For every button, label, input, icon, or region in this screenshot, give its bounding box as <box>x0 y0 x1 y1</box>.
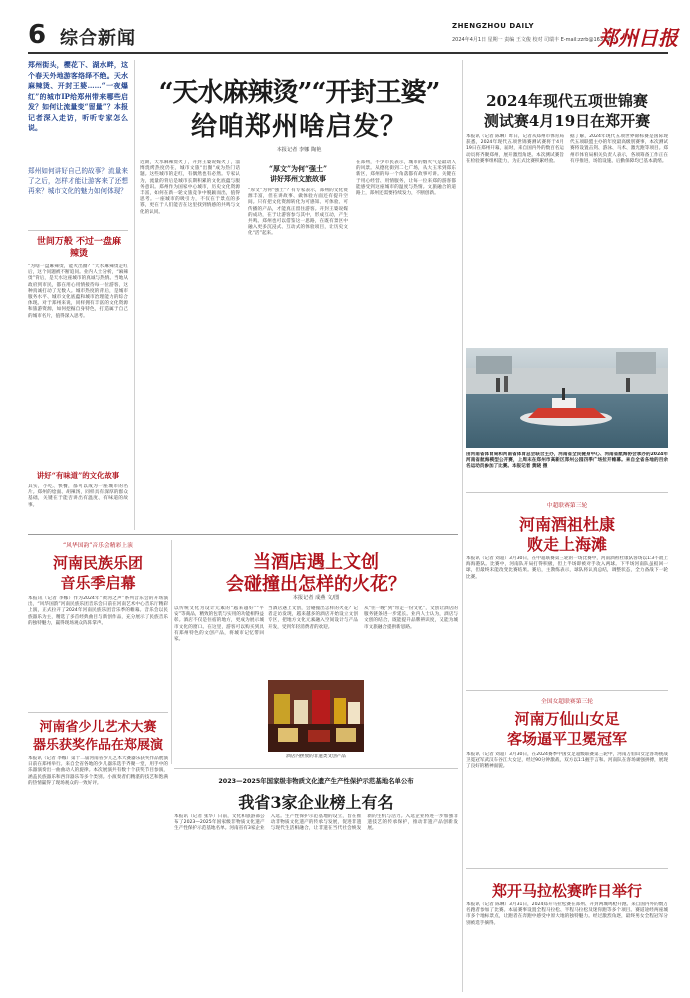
main-column-1: 近期，天水麻辣烫火了，开封王婆说媒火了，淄博烧烤热度仍在，城市文旅“出圈”成为热门话题。这些城市的走红，有偶然也有必然。专家认为，流量的背后是城市长期积累的文化底蕴与服务意识。郑州作为国家中心城市，历史文化资源丰富，如何在新一轮文旅竞争中脱颖而出，值得思考。一座城市的吸引力，不仅在于景点的多寡，更在于人们能否在这里找到情感的共鸣与文化的认同。 <box>140 160 240 215</box>
header-rule <box>28 52 668 54</box>
section-rule <box>28 534 458 535</box>
divider <box>466 690 668 691</box>
marathon-headline: 郑开马拉松赛昨日举行 <box>491 882 642 900</box>
exhibit-body-3: 从“住一晚”到“带走一份文化”，文创让酒店的服务链条进一步延长。业内人士认为，酒店与文创的结合，既能提升品牌辨识度，又能为城市文旅融合提供新思路。 <box>364 606 458 630</box>
divider <box>466 492 668 493</box>
column-divider <box>134 60 135 530</box>
left-body-2: 其实，小吃、快餐，都可以成为一座城市的名片。郑州的烩面、胡辣汤，同样具有深厚的群众基础，关键在于能否讲出有温度、有味道的故事。 <box>28 484 128 508</box>
pentathlon-body-1: 本报讯（记者 陈琳）昨日，记者从郑州市体育局获悉，2024年现代五项世锦赛测试赛将于4月19日在郑州开幕，届时，来自国内外的数百名运动员将齐聚郑州，展开激烈角逐。本次测试赛旨在检验赛事组织能力，为正式比赛积累经验。 <box>466 134 564 164</box>
left-subhead-2: 讲好“有味道”的文化故事 <box>36 471 120 480</box>
exhibit-byline: 本报记者 成燕 文/图 <box>292 595 340 601</box>
main-byline: 本报记者 李娜 陶艳 <box>276 147 322 153</box>
left-intro: 郑州街头，樱花下、湖水畔，这个春天外地游客络绎不绝。天水麻辣烫、开封王婆……“一夜爆红”的城市IP给郑州带来哪些启发？如何让流量变“留量”？本报记者深入走访，听听专家怎么说。 <box>28 60 128 132</box>
main-subtitle-1: “厚文”为何“强土” <box>268 164 328 173</box>
wansheng-tag: 全国女超联赛第三轮 <box>540 699 594 705</box>
wansheng-body: 本报讯（记者 刘超）3月30日，在2024赛季中国女足超级联赛第三轮中，河南万仙山女足客场挑战卫冕冠军武汉车谷江大女足，经过90分钟激战，双方以1∶1握手言和。河南队在客场顽强拼搏，展现了良好的精神面貌。 <box>466 752 668 770</box>
exhibit-body-2: 当酒店遇上文创，会碰撞出怎样的火花？记者走访发现，越来越多的酒店开始设立文创专区，把地方文化元素融入空间设计与产品开发，受到年轻消费者的欢迎。 <box>268 606 358 630</box>
main-column-3: 在郑州，不少市民表示，城市的烟火气是最动人的风景。从德化街到二七广场，从大玉米到郑东新区，郑州的每一个角落都有故事可讲。关键在于用心经营、用情服务，让每一位来郑的游客都能感受到这座城市的温度与热情。文旅融合的道路上，郑州还需要持续发力，不断创新。 <box>356 160 456 197</box>
culture-headline-2: 音乐季启幕 <box>60 574 136 592</box>
exhibit-photo-caption: 酒店内摆放的非遗类文创产品 <box>286 754 346 759</box>
exhibit-body-1: 以传统文化为设计元素的“越来越好”“平安”等商品，精致的包装与实用的功能相得益彰。酒店不仅是住宿的地方，更成为展示城市文化的窗口。在这里，游客可以购买到具有郑州特色的文创产品，将城市记忆带回家。 <box>174 606 264 643</box>
photo-scene <box>268 680 364 752</box>
divider <box>28 230 128 231</box>
exhibit-headline-1: 当酒店遇上文创 <box>253 552 379 573</box>
wansheng-headline-1: 河南万仙山女足 <box>514 710 620 728</box>
issue-meta: 2024年4月1日 星期一 责编 王文俊 校对 司瑞丰 E-mail:zzrb@163.com <box>452 37 616 43</box>
marathon-body: 本报讯（记者 陈琳）3月31日，2024郑开马拉松赛在郑州、开封两城鸣枪开跑。来自国内外的数万名跑者参加了比赛。本届赛事设置全程马拉松、半程马拉松及迷你跑等多个项目。赛道途经两座城市多个地标景点，让跑者在奔跑中感受中原大地的独特魅力。经过激烈角逐，最终男女全程冠军分别被选手摘得。 <box>466 902 668 926</box>
divider <box>174 768 458 769</box>
main-column-2: “厚文”为何“强土”？有专家表示，郑州的文化资源丰富，但在讲故事、做体验方面还有提升空间。只有把文化资源转化为可感知、可体验、可传播的产品，才能真正留住游客。开封王婆说媒的成功，在于让游客参与其中，形成互动，产生共鸣。郑州也可以借鉴这一思路，在既有景区中融入更多沉浸式、互动式的体验项目，让历史文化“活”起来。 <box>248 188 348 237</box>
column-divider <box>171 540 172 764</box>
photo-caption: 由河南省体育局和河南省体育总会联合主办，河南省全民健身中心、河南省航海协会承办的2024年河南省航海模型公开赛，上周末在郑州市高新区郑州公园四季广场拉开帷幕。来自全省各地的百余名运动员参加了比赛。本报记者 黄晓 摄 <box>466 452 668 470</box>
drama-headline-2: 败走上海滩 <box>526 535 607 554</box>
cultural-products-photo <box>268 680 364 752</box>
exhibit-headline-2: 会碰撞出怎样的火花？ <box>226 574 406 595</box>
main-headline-2: 给咱郑州啥启发？ <box>190 112 407 142</box>
pentathlon-body-2: 据了解，2024年现代五项世界锦标赛是国际现代五项联盟主办的年度最高级别赛事，本次测试赛将设置击剑、游泳、马术、激光跑等项目。郑州市体育局相关负责人表示，各项筹备工作正在有序推进，场馆设施、后勤保障均已基本就绪。 <box>570 134 668 164</box>
youth-headline-2: 器乐获奖作品在郑展演 <box>32 738 163 753</box>
drama-body: 本报讯（记者 刘超）3月30日，在中超联赛第三轮的一场比赛中，河南酒祖杜康队客场以1∶3不敌上海海港队。比赛中，河南队开局打得积极，但上半场即被对手攻入两球。下半场河南队虽扳回一球，但最终未能改变比赛结果。赛后，主教练表示，球队将认真总结，调整状态，全力备战下一轮比赛。 <box>466 556 668 580</box>
column-divider <box>462 492 463 992</box>
left-subhead-1: 世间万般 不过一盘麻辣烫 <box>36 237 122 259</box>
section-name: 综合新闻 <box>60 28 136 49</box>
drama-headline-1: 河南酒祖杜康 <box>518 515 615 534</box>
youth-headline-1: 河南省少儿艺术大赛 <box>39 720 157 735</box>
main-headline-1: “天水麻辣烫”“开封王婆” <box>158 78 440 108</box>
model-boat-photo <box>466 348 668 448</box>
column-divider <box>462 60 463 530</box>
enterprise-headline: 我省3家企业榜上有名 <box>238 793 394 812</box>
left-body-1: “为啥一盘麻辣烫，能火出圈？”天水麻辣烫走红后，这个问题被不断追问。业内人士分析，“麻辣烫”背后，是天水这座城市的真诚与热情。当地从政府到市民，都在用心用情接待每一位游客，这种真诚打动了无数人。城市热度的背后，是城市服务水平、城市文化底蕴和城市治理能力的综合体现。对于郑州来说，同样拥有丰富的文化资源和旅游资源，如何挖掘自身特色，打造属于自己的城市名片，值得深入思考。 <box>28 264 128 319</box>
pentathlon-headline-1: 2024年现代五项世锦赛 <box>486 92 648 110</box>
enterprise-kicker: 2023—2025年国家级非物质文化遗产生产性保护示范基地名单公布 <box>218 777 414 785</box>
wansheng-headline-2: 客场逼平卫冕冠军 <box>506 730 627 748</box>
youth-body: 本报讯（记者 李娜）第十二届河南省少儿艺术大赛器乐获奖作品展演日前在郑州举行。来自全省各地的少儿器乐选手齐聚一堂，用手中的乐器演奏出一曲曲动人的旋律。本次展演共有数十个获奖节目参演，涵盖民族器乐和西洋器乐等多个类别。小演奏者们精湛的技艺和饱满的热情赢得了现场观众的一致好评。 <box>28 756 168 786</box>
culture-tag: “风华国韵”音乐会精彩上演 <box>63 543 133 549</box>
culture-headline-1: 河南民族乐团 <box>52 554 143 572</box>
main-subtitle-2: 讲好郑州文旅故事 <box>270 174 326 183</box>
culture-body: 本报讯（记者 李娜）作为2024年“黄河之声”系列音乐会的开场演出，“风华国韵”河南民族乐团音乐会日前在河南艺术中心音乐厅精彩上演，正式拉开了2024年河南民族乐团音乐季的帷幕。音乐会以民族器乐为主，精选了多首经典曲目与新创作品，充分展示了民族音乐的独特魅力，赢得现场观众阵阵掌声。 <box>28 596 168 626</box>
divider <box>466 868 668 869</box>
drama-tag: 中超联赛第三轮 <box>546 503 588 509</box>
paper-english-name: ZHENGZHOU DAILY <box>452 22 535 30</box>
masthead-logo: 郑州日报 <box>598 26 678 50</box>
pentathlon-headline-2: 测试赛4月19日在郑开赛 <box>483 112 651 130</box>
enterprise-body: 本报讯（记者 张华）日前，文化和旅游部公布了2023—2025年国家级非物质文化遗产生产性保护示范基地名单。河南省有3家企业入选。生产性保护示范基地的设立，旨在推动非物质文化遗产的传承与发展，促进非遗与现代生活相融合，让非遗在当代社会焕发新的生机与活力。入选企业将进一步加强非遗技艺的传承保护，推动非遗产品创新发展。 <box>174 814 458 832</box>
photo-scene <box>466 348 668 448</box>
page-number: 6 <box>28 20 47 50</box>
left-question: 郑州如何讲好自己的故事？流量来了之后，怎样才能让游客来了还想再来？城市文化的魅力如何体现？ <box>28 167 128 195</box>
divider <box>28 712 168 713</box>
